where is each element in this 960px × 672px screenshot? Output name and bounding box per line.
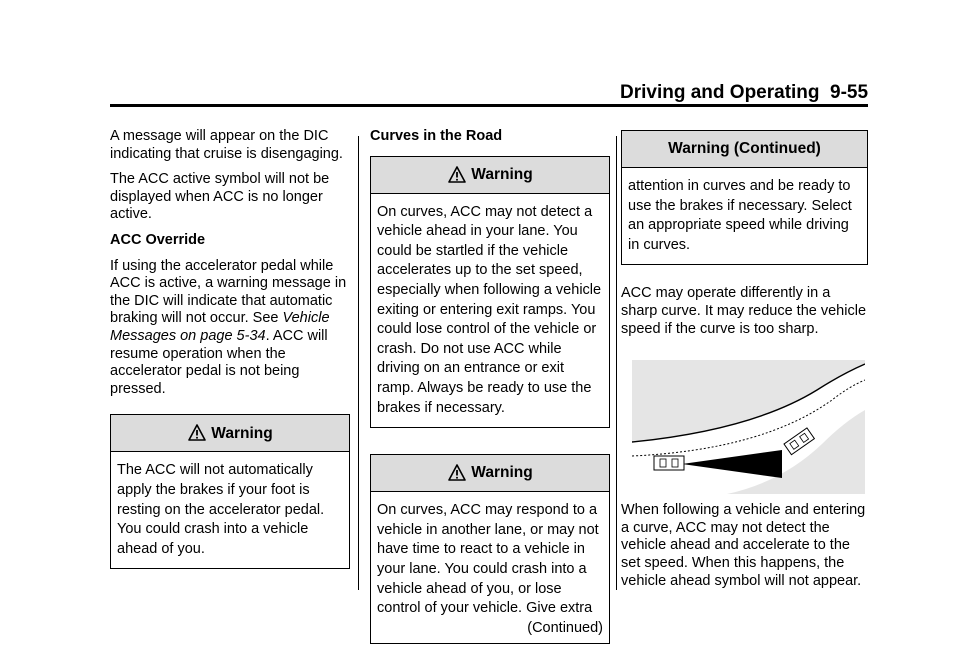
warning-title: Warning [211, 424, 273, 442]
warning-header [622, 131, 867, 168]
warning-header [111, 415, 349, 452]
section-title: Driving and Operating [620, 82, 820, 103]
column-2 [370, 128, 610, 644]
curve-illustration [632, 360, 865, 494]
header-rule [110, 104, 868, 107]
warning-title: Warning [471, 165, 533, 183]
warning-title: Warning [471, 464, 533, 482]
subheading-curves: Curves in the Road [370, 128, 503, 144]
column-divider [616, 136, 617, 590]
warning-title: Warning (Continued) [668, 140, 821, 158]
paragraph [110, 258, 350, 399]
warning-body: attention in curves and be ready to use the brakes if necessary. Select an appropriate speed while driving in curves. [628, 178, 852, 253]
paragraph-text: If using the accelerator pedal while ACC is active, a warning message in the DIC will indicate that automatic braking will not occur. See [110, 257, 347, 327]
paragraph: A message will appear on the DIC indicating that cruise is disengaging. [110, 128, 343, 162]
warning-body: The ACC will not automatically apply the brakes if your foot is resting on the accelerator pedal. You could crash into a vehicle ahead of you. [117, 462, 325, 557]
warning-header [371, 455, 609, 492]
paragraph: When following a vehicle and entering a curve, ACC may not detect the vehicle ahead and accelerate to the set speed. When this happens, the vehicle ahead symbol will not appear. [621, 502, 866, 589]
warning-body: On curves, ACC may not detect a vehicle ahead in your lane. You could be startled if the vehicle accelerates up to the set speed, especially when following a vehicle exiting or entering exit ramps. You could lose control of the vehicle or crash. Do not use ACC while driving on an entrance or exit ramp. Always be ready to use the brakes if necessary. [377, 203, 602, 416]
paragraph-text: . ACC will resume operation when the accelerator pedal is not being pressed. [110, 327, 328, 397]
warning-box [370, 454, 610, 644]
warning-icon [447, 463, 467, 483]
column-3 [621, 128, 868, 598]
column-1 [110, 128, 350, 569]
warning-body [371, 492, 609, 643]
column-divider [358, 136, 359, 590]
cross-reference-link[interactable]: Vehicle Messages on page 5-34 [110, 310, 330, 344]
warning-box [110, 414, 350, 569]
warning-text: On curves, ACC may respond to a vehicle in another lane, or may not have time to react to a vehicle in your lane. You could crash into a vehicle ahead of you, or lose control of your vehicle. Give extra [377, 502, 599, 617]
subheading-acc-override: ACC Override [110, 231, 206, 248]
paragraph: The ACC active symbol will not be displayed when ACC is no longer active. [110, 171, 330, 223]
warning-box [621, 130, 868, 265]
warning-icon [187, 423, 207, 443]
warning-box [370, 156, 610, 429]
paragraph: ACC may operate differently in a sharp curve. It may reduce the vehicle speed if the curve is too sharp. [621, 285, 867, 337]
continued-label: (Continued) [527, 619, 603, 636]
warning-icon [447, 165, 467, 185]
warning-header [371, 157, 609, 194]
page-number: 9-55 [830, 82, 869, 103]
curve-road-illustration [632, 360, 865, 494]
